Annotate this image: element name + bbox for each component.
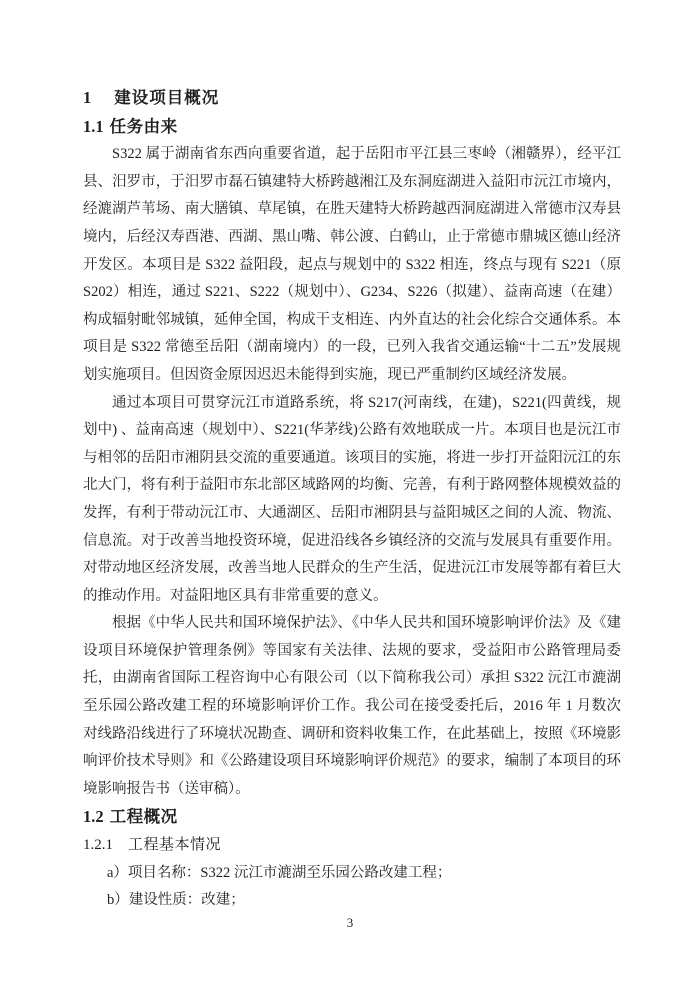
section-1-2-title: 工程概况 <box>109 808 178 827</box>
section-1-1-title: 任务由来 <box>109 117 178 136</box>
section-1-1-number: 1.1 <box>83 116 104 136</box>
section-1-title: 建设项目概况 <box>114 89 220 107</box>
section-heading-1-2 <box>83 803 621 832</box>
section-heading-1-2-1 <box>83 832 621 860</box>
document-content <box>83 84 621 915</box>
section-heading-1-1 <box>83 113 621 142</box>
list-item-construction-nature: b）建设性质：改建； <box>107 892 245 909</box>
paragraph-project-significance: 通过本项目可贯穿沅江市道路系统，将 S217(河南线，在建)，S221(四黄线，规划中) 、益南高速（规划中）、S221(华茅线)公路有效地联成一片。本项目也是沅江市与相邻的岳阳市湘阴县交流的重要通道。该项目的实施，将进一步打开益阳沅江的东北大门，将有利于益阳市东北部区域路网的均衡、完善，有利于路网整体规模效益的发挥，有利于带动沅江市、大通湖区、岳阳市湘阴县与益阳城区之间的人流、物流、信息流。对于改善当地投资环境，促进沿线各乡镇经济的交流与发展具有重要作用。对带动地区经济发展，改善当地人民群众的生产生活，促进沅江市发展等都有着巨大的推动作用。对益阳地区具有非常重要的意义。 <box>83 394 621 604</box>
section-heading-1 <box>83 84 621 113</box>
paragraph-route-overview: S322 属于湖南省东西向重要省道，起于岳阳市平江县三枣岭（湘赣界），经平江县、汨罗市，于汨罗市磊石镇建特大桥跨越湘江及东洞庭湖进入益阳市沅江市境内，经漉湖芦苇场、南大膳镇、草尾镇，在胜天建特大桥跨越西洞庭湖进入常德市汉寿县境内，后经汉寿酉港、西湖、黑山嘴、韩公渡、白鹤山，止于常德市鼎城区德山经济开发区。本项目是 S322 益阳段，起点与规划中的 S322 相连，终点与现有 S221（原 S202）相连，通过 S221、S222（规划中）、G234、S226（拟建）、益南高速（在建）构成辐射毗邻城镇，延伸全国，构成干支相连、内外直达的社会化综合交通体系。本项目是 S322 常德至岳阳（湖南境内）的一段，已列入我省交通运输“十二五”发展规划实施项目。但因资金原因迟迟未能得到实施，现已严重制约区域经济发展。 <box>83 146 621 383</box>
section-1-2-1-number: 1.2.1 <box>83 837 113 854</box>
section-1-2-1-title: 工程基本情况 <box>128 837 222 854</box>
page-number: 3 <box>346 915 354 930</box>
paragraph-eia-commission: 根据《中华人民共和国环境保护法》、《中华人民共和国环境影响评价法》及《建设项目环境保护管理条例》等国家有关法律、法规的要求，受益阳市公路管理局委托，由湖南省国际工程咨询中心有限公司（以下简称我公司）承担 S322 沅江市漉湖至乐园公路改建工程的环境影响评价工作。我公司在接受委托后，2016 年 1 月数次对线路沿线进行了环境状况勘查、调研和资料收集工作，在此基础上，按照《环境影响评价技术导则》和《公路建设项目环境影响评价规范》的要求，编制了本项目的环境影响报告书（送审稿）。 <box>83 615 621 797</box>
section-1-2-number: 1.2 <box>83 807 104 827</box>
list-item-project-name: a）项目名称：S322 沅江市漉湖至乐园公路改建工程； <box>107 864 452 881</box>
section-1-number: 1 <box>83 88 92 107</box>
